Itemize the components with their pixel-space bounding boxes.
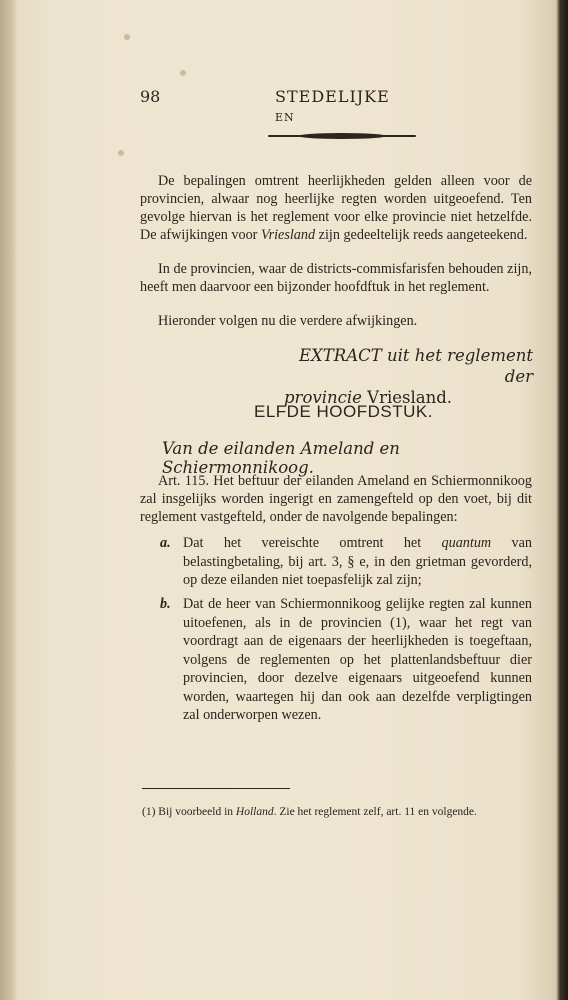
paper-stain: [124, 34, 130, 40]
page-header: [140, 87, 402, 124]
item-marker: b.: [160, 596, 171, 612]
paragraph-heerlijkheden: De bepalingen omtrent heerlijkheden gelden alleen voor de provincien, alwaar nog heerlijke regten worden uitgeoefend. Ten gevolge hiervan is het reglement voor elke provincie niet hetzelfde. De afwijkingen voor Vriesland zijn gedeeltelijk reeds aangeteekend.: [140, 173, 532, 243]
item-marker: a.: [160, 535, 171, 551]
page-binding: [0, 0, 18, 1000]
header-ornament-rule: [268, 133, 416, 139]
footnote-rule: [142, 788, 290, 789]
article-item-b: b. Dat de heer van Schiermonnikoog gelijke regten zal kunnen uitoefenen, als in de provincien (1), waar het regt van voordragt aan de eigenaars der heerlijkheden is toegeftaan, volgens de reglementen op het plattenlandsbeftuur dier provincien, door dezelve eigenaars uitgeoefend kunnen worden, waartegen hij dan ook aan dezelfde verpligtingen zal onderworpen wezen.: [160, 596, 532, 723]
page-number: 98: [140, 87, 161, 106]
paper-stain: [180, 70, 186, 76]
chapter-subtitle: Van de eilanden Ameland en Schiermonnikoog.: [162, 439, 400, 477]
article-115: Art. 115. Het beftuur der eilanden Ameland en Schiermonnikoog zal insgelijks worden ingerigt en zamengefteld op den voet, bij dit reglement vastgefteld, onder de navolgende bepalingen:: [140, 473, 532, 525]
chapter-title: ELFDE HOOFDSTUK.: [254, 402, 433, 421]
paragraph-districts: In de provincien, waar de districts-commisfarisfen behouden zijn, heeft men daarvoor een bijzonder hoofdftuk in het reglement.: [140, 261, 532, 295]
paragraph-afwijkingen: Hieronder volgen nu die verdere afwijkingen.: [158, 313, 418, 329]
extract-heading: EXTRACT uit het reglement der provincie Vriesland.: [284, 346, 533, 407]
article-item-a: a. Dat het vereischte omtrent het quantum van belastingbetaling, bij art. 3, § e, in den grietman gevorderd, op deze eilanden niet toepasfelijk zal zijn;: [160, 535, 532, 588]
footnote: (1) Bij voorbeeld in Holland. Zie het reglement zelf, art. 11 en volgende.: [142, 806, 477, 818]
paper-stain: [118, 150, 124, 156]
running-title: STEDELIJKE EN: [275, 87, 390, 124]
